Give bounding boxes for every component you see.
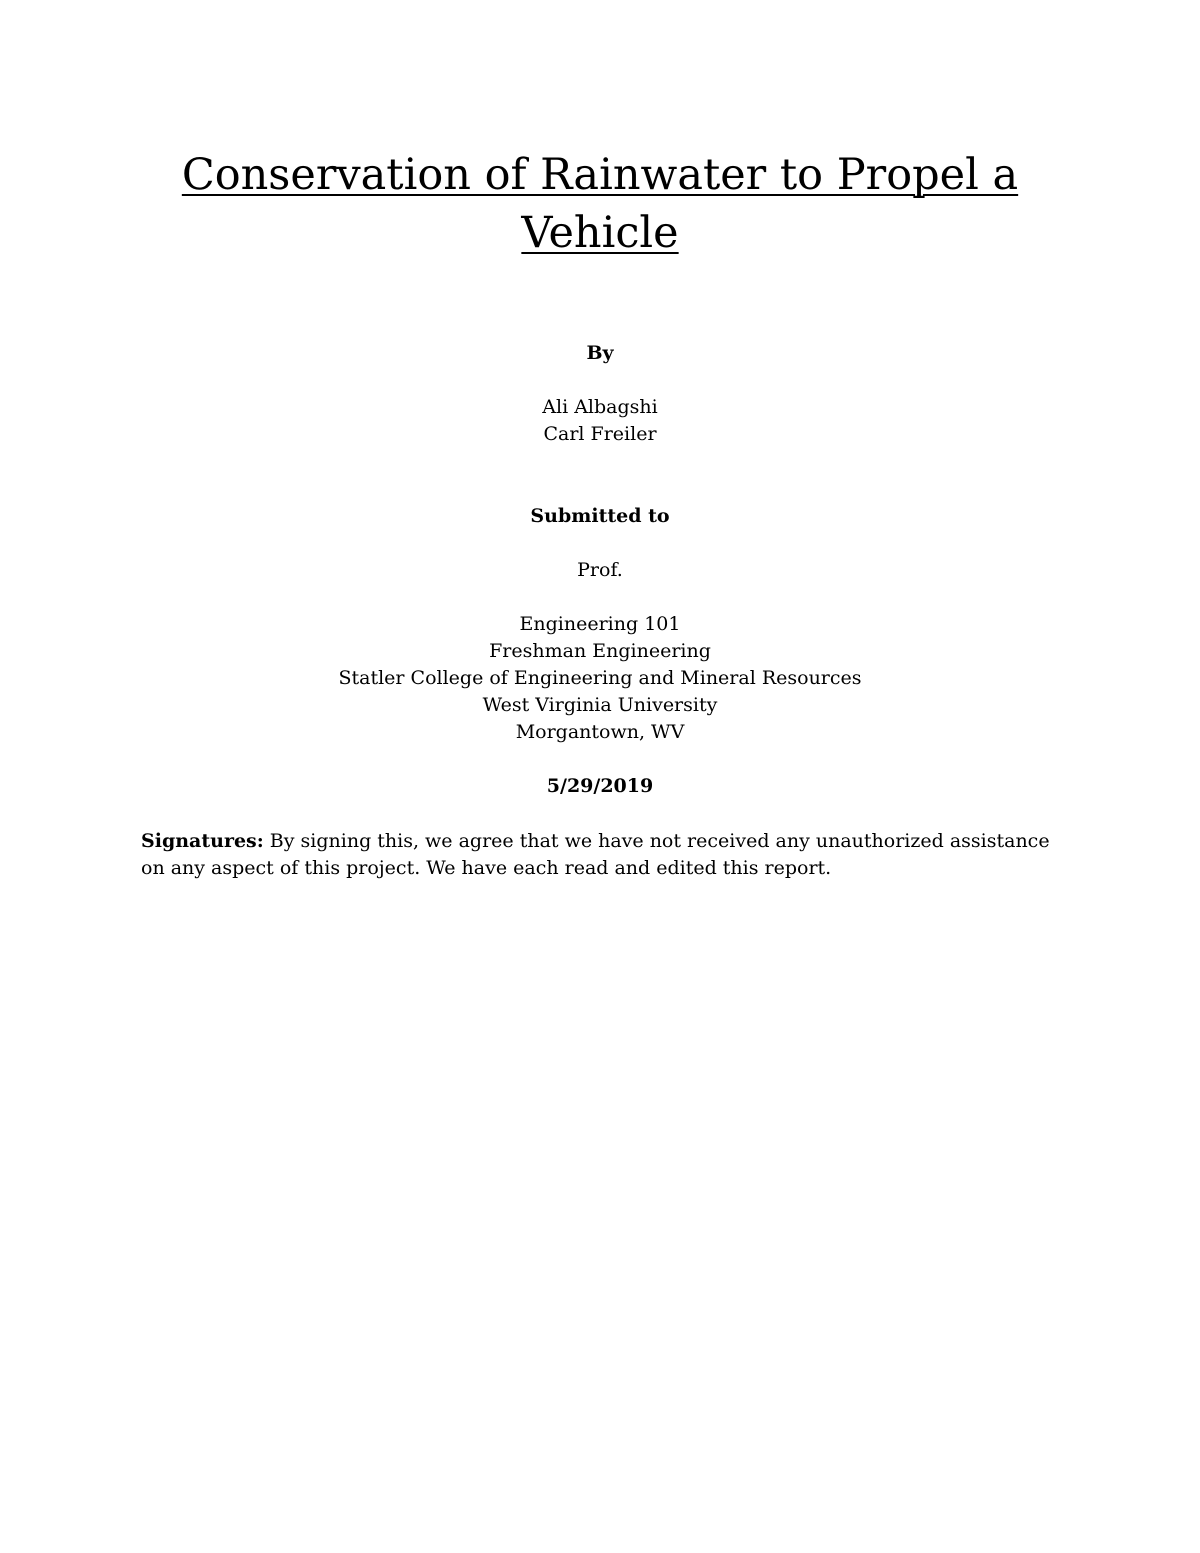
signatures-text: By signing this, we agree that we have not received any unauthorized assistance on any aspect of this project. We have each read and edited this report. <box>141 830 1050 879</box>
signatures-label: Signatures: <box>141 830 264 852</box>
program-name: Freshman Engineering <box>489 640 711 662</box>
title-line-2: Vehicle <box>521 208 679 258</box>
author-name: Carl Freiler <box>543 423 657 445</box>
professor-name: Prof. <box>577 559 623 581</box>
location: Morgantown, WV <box>515 721 685 743</box>
title-line-1: Conservation of Rainwater to Propel a <box>181 150 1019 200</box>
university-name: West Virginia University <box>482 694 718 716</box>
submitted-to-label: Submitted to <box>530 505 670 527</box>
affiliation-block <box>150 611 1050 746</box>
signatures-statement <box>141 828 1061 882</box>
submission-date: 5/29/2019 <box>546 775 654 797</box>
by-label: By <box>586 342 614 364</box>
course-name: Engineering 101 <box>519 613 681 635</box>
college-name: Statler College of Engineering and Mineral Resources <box>338 667 862 689</box>
author-name: Ali Albagshi <box>542 396 658 418</box>
document-title <box>100 146 1100 262</box>
authors-list <box>150 394 1050 448</box>
